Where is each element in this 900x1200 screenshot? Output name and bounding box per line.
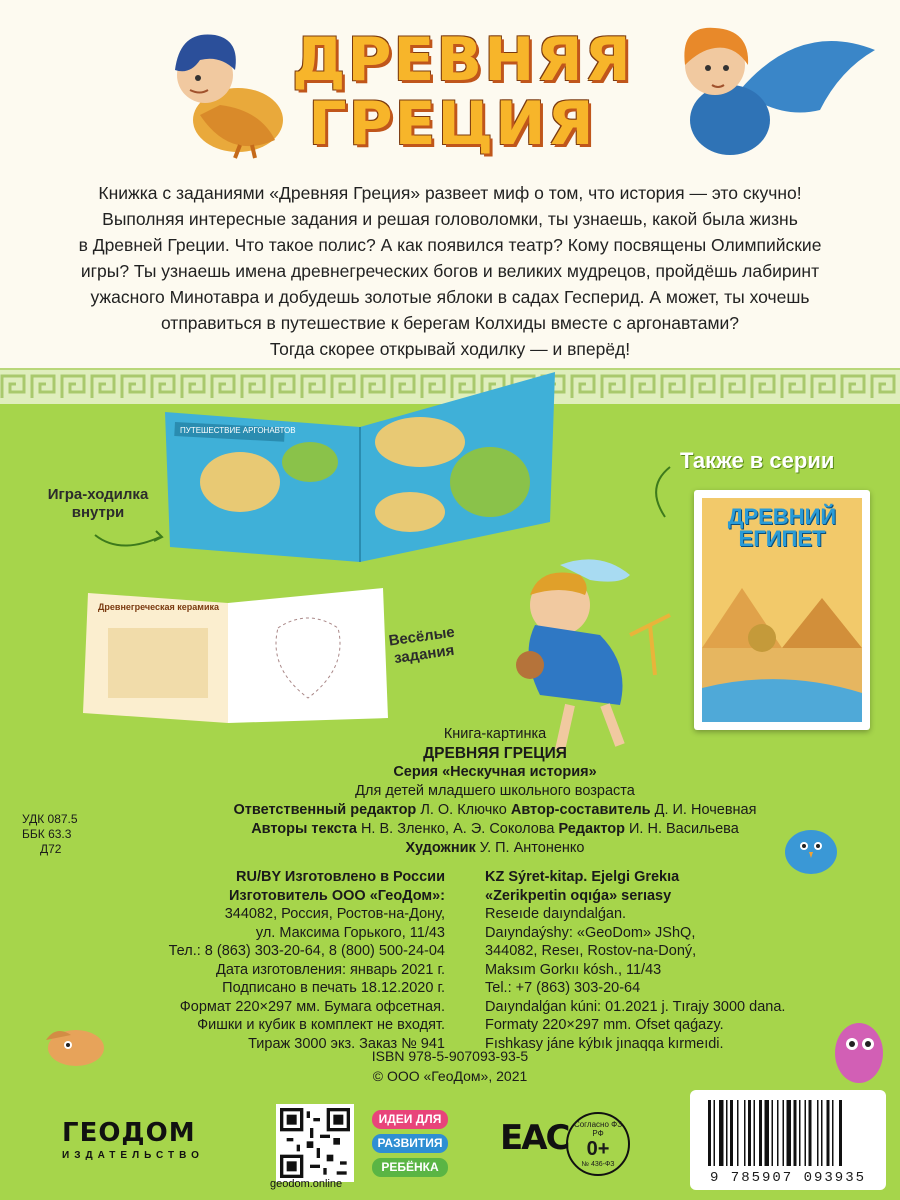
imprint-block: [0, 725, 900, 858]
credit-label: Авторы текста: [251, 821, 357, 837]
series-book-title-line1: ДРЕВНИЙ: [727, 504, 837, 529]
publisher-logo-sub: ИЗДАТЕЛЬСТВО: [62, 1150, 204, 1161]
imprint-series: Серия «Нескучная история»: [393, 764, 597, 780]
barcode-bar: [827, 1100, 830, 1166]
harpy-left-illustration: [160, 20, 290, 160]
udk-code: УДК 087.5: [22, 812, 78, 826]
classification-codes: [22, 812, 78, 857]
workbook-title: Древнегреческая керамика: [98, 602, 220, 612]
series-book-art: [702, 498, 862, 722]
kz-line: Reseıde daıyndalǵan.: [485, 906, 627, 922]
kz-line: Formaty 220×297 mm. Ofset qaǵazy.: [485, 1017, 724, 1033]
barcode-bar: [759, 1100, 762, 1166]
kz-line: Daıyndalǵan kúni: 01.2021 j. Tırajy 3000 dana.: [485, 998, 786, 1015]
barcode: [690, 1090, 886, 1190]
credit-label: Ответственный редактор: [233, 802, 417, 818]
barcode-bar: [832, 1100, 834, 1166]
copyright: © ООО «ГеоДом», 2021: [372, 1068, 528, 1084]
barcode-bars: [708, 1100, 868, 1166]
intro-line: ужасного Минотавра и добудешь золотые яблоки в садах Гесперид. А может, ты хочешь: [90, 287, 810, 307]
ru-line: Фишки и кубик в комплект не входят.: [197, 1017, 445, 1033]
barcode-bar: [839, 1100, 842, 1166]
credit-value: И. Н. Васильева: [629, 821, 739, 837]
credit-value: У. П. Антоненко: [479, 840, 585, 856]
isbn-block: [0, 1046, 900, 1086]
barcode-bar: [799, 1100, 801, 1166]
ru-line: ул. Максима Горького, 11/43: [255, 924, 445, 941]
credit-label: Художник: [405, 840, 476, 856]
ru-line: 344082, Россия, Ростов-на-Дону,: [224, 906, 445, 922]
intro-line: Книжка с заданиями «Древняя Греция» развеет миф о том, что история — это скучно!: [98, 183, 802, 203]
intro-line: Выполняя интересные задания и решая головоломки, ты узнаешь, какой была жизнь: [102, 209, 798, 229]
book-title-line1: ДРЕВНЯЯ: [292, 25, 633, 95]
book-title-line2: ГРЕЦИЯ: [308, 89, 596, 159]
age-rating: 0+: [586, 1138, 610, 1160]
barcode-bar: [726, 1100, 728, 1166]
ru-line: Формат 220×297 мм. Бумага офсетная.: [179, 998, 445, 1015]
barcode-bar: [748, 1100, 751, 1166]
imprint-credits-2: [0, 820, 900, 839]
qr-code-icon[interactable]: [276, 1104, 354, 1182]
author-mark: Д72: [40, 842, 62, 856]
barcode-bar: [719, 1100, 724, 1166]
series-book-cover: [694, 490, 870, 730]
also-in-series-label: Также в серии: [680, 448, 835, 473]
barcode-bar: [805, 1100, 807, 1166]
kz-line: 344082, Reseı, Rostov-na-Doný,: [485, 943, 697, 959]
ru-manufacturer: Изготовитель ООО «ГеоДом»:: [228, 887, 445, 904]
bbk-code: ББК 63.3: [22, 827, 72, 841]
barcode-bar: [777, 1100, 779, 1166]
barcode-bar: [765, 1100, 770, 1166]
barcode-bar: [708, 1100, 711, 1166]
barcode-bar: [754, 1100, 756, 1166]
barcode-bar: [772, 1100, 774, 1166]
kz-series: «Zerikpeıtin oqıǵa» serıasy: [485, 887, 672, 904]
barcode-bar: [787, 1100, 792, 1166]
harpy-right-illustration: [660, 10, 880, 170]
series-book-title: [702, 506, 862, 550]
callout-game-inside: [38, 486, 158, 522]
barcode-bar: [744, 1100, 746, 1166]
pyramid-illustration: [702, 558, 862, 722]
series-book-title-line2: ЕГИПЕТ: [738, 526, 826, 551]
website-link[interactable]: geodom.online: [270, 1178, 343, 1190]
callout-game-text: Игра-ходилка внутри: [47, 486, 149, 521]
ru-line: Тираж 3000 экз. Заказ № 941: [248, 1035, 445, 1052]
barcode-bar: [737, 1100, 739, 1166]
kz-line: Maksım Gorkıı kósh., 11/43: [485, 961, 662, 978]
age-rating-badge: [566, 1112, 630, 1176]
intro-line: в Древней Греции. Что такое полис? А как появился театр? Кому посвящены Олимпийские: [78, 235, 822, 255]
intro-text: [40, 180, 860, 362]
isbn: ISBN 978-5-907093-93-5: [371, 1048, 529, 1064]
game-map-illustration: [160, 372, 555, 568]
intro-line: отправиться в путешествие к берегам Колхиды вместе с аргонавтами?: [160, 313, 740, 333]
imprint-type: Книга-картинка: [443, 726, 547, 742]
credit-label: Редактор: [558, 821, 625, 837]
credit-value: Н. В. Зленко, А. Э. Соколова: [360, 821, 555, 837]
publisher-logo-name: ГЕОДОМ: [62, 1118, 196, 1148]
kz-line: Fıshkasy jáne kýbık jınaqqa kırmeıdi.: [485, 1035, 724, 1052]
kz-line: Daıyndaýshy: «GeoDom» JShQ,: [485, 924, 696, 941]
barcode-bar: [714, 1100, 716, 1166]
ru-line: Подписано в печать 18.12.2020 г.: [222, 980, 445, 996]
age-law-top: Согласно ФЗ РФ: [573, 1120, 623, 1138]
credit-label: Автор-составитель: [510, 802, 651, 818]
credit-value: Д. И. Ночевная: [654, 802, 757, 818]
top-section: [0, 0, 900, 368]
intro-line: Тогда скорее открывай ходилку — и вперёд!: [269, 339, 631, 359]
map-title: ПУТЕШЕСТВИЕ АРГОНАВТОВ: [180, 426, 296, 435]
imprint-audience: Для детей младшего школьного возраста: [355, 783, 635, 799]
barcode-bar: [783, 1100, 785, 1166]
ru-line: Дата изготовления: январь 2021 г.: [216, 961, 445, 978]
eac-mark: ЕАС: [500, 1118, 569, 1158]
barcode-bar: [821, 1100, 823, 1166]
kz-line: Tel.: +7 (863) 303-20-64: [485, 980, 641, 996]
barcode-bar: [730, 1100, 733, 1166]
barcode-bar: [794, 1100, 797, 1166]
imprint-credits-3: [0, 839, 900, 858]
book-title: [292, 25, 633, 159]
callout-tasks-text: Весёлые задания: [387, 623, 456, 668]
ru-line: Тел.: 8 (863) 303-20-64, 8 (800) 500-24-04: [168, 943, 445, 959]
credit-value: Л. О. Ключко: [420, 802, 507, 818]
age-law-bottom: № 436-ФЗ: [581, 1161, 615, 1168]
barcode-bar: [809, 1100, 812, 1166]
publisher-logo: [62, 1118, 204, 1161]
workbook-illustration: [78, 588, 390, 728]
barcode-number: 9 785907 093935: [709, 1170, 867, 1186]
ideas-badge-line3: РЕБЁНКА: [372, 1158, 448, 1177]
kz-title: KZ Sýret-kitap. Ejelgi Grekıa: [485, 869, 680, 885]
barcode-bar: [817, 1100, 819, 1166]
imprint-credits-1: [0, 801, 900, 820]
imprint-ru-column: [150, 868, 445, 1053]
arrow-icon: [640, 462, 680, 522]
imprint-book-name: ДРЕВНЯЯ ГРЕЦИЯ: [423, 745, 567, 762]
ideas-badge-line2: РАЗВИТИЯ: [372, 1134, 448, 1153]
imprint-kz-column: [485, 868, 815, 1053]
ru-manufactured: RU/BY Изготовлено в России: [236, 869, 445, 885]
arrow-icon: [90, 525, 170, 555]
ideas-badge-line1: ИДЕИ ДЛЯ: [372, 1110, 448, 1129]
intro-line: игры? Ты узнаешь имена древнегреческих богов и великих мудрецов, пройдёшь лабиринт: [80, 261, 820, 281]
